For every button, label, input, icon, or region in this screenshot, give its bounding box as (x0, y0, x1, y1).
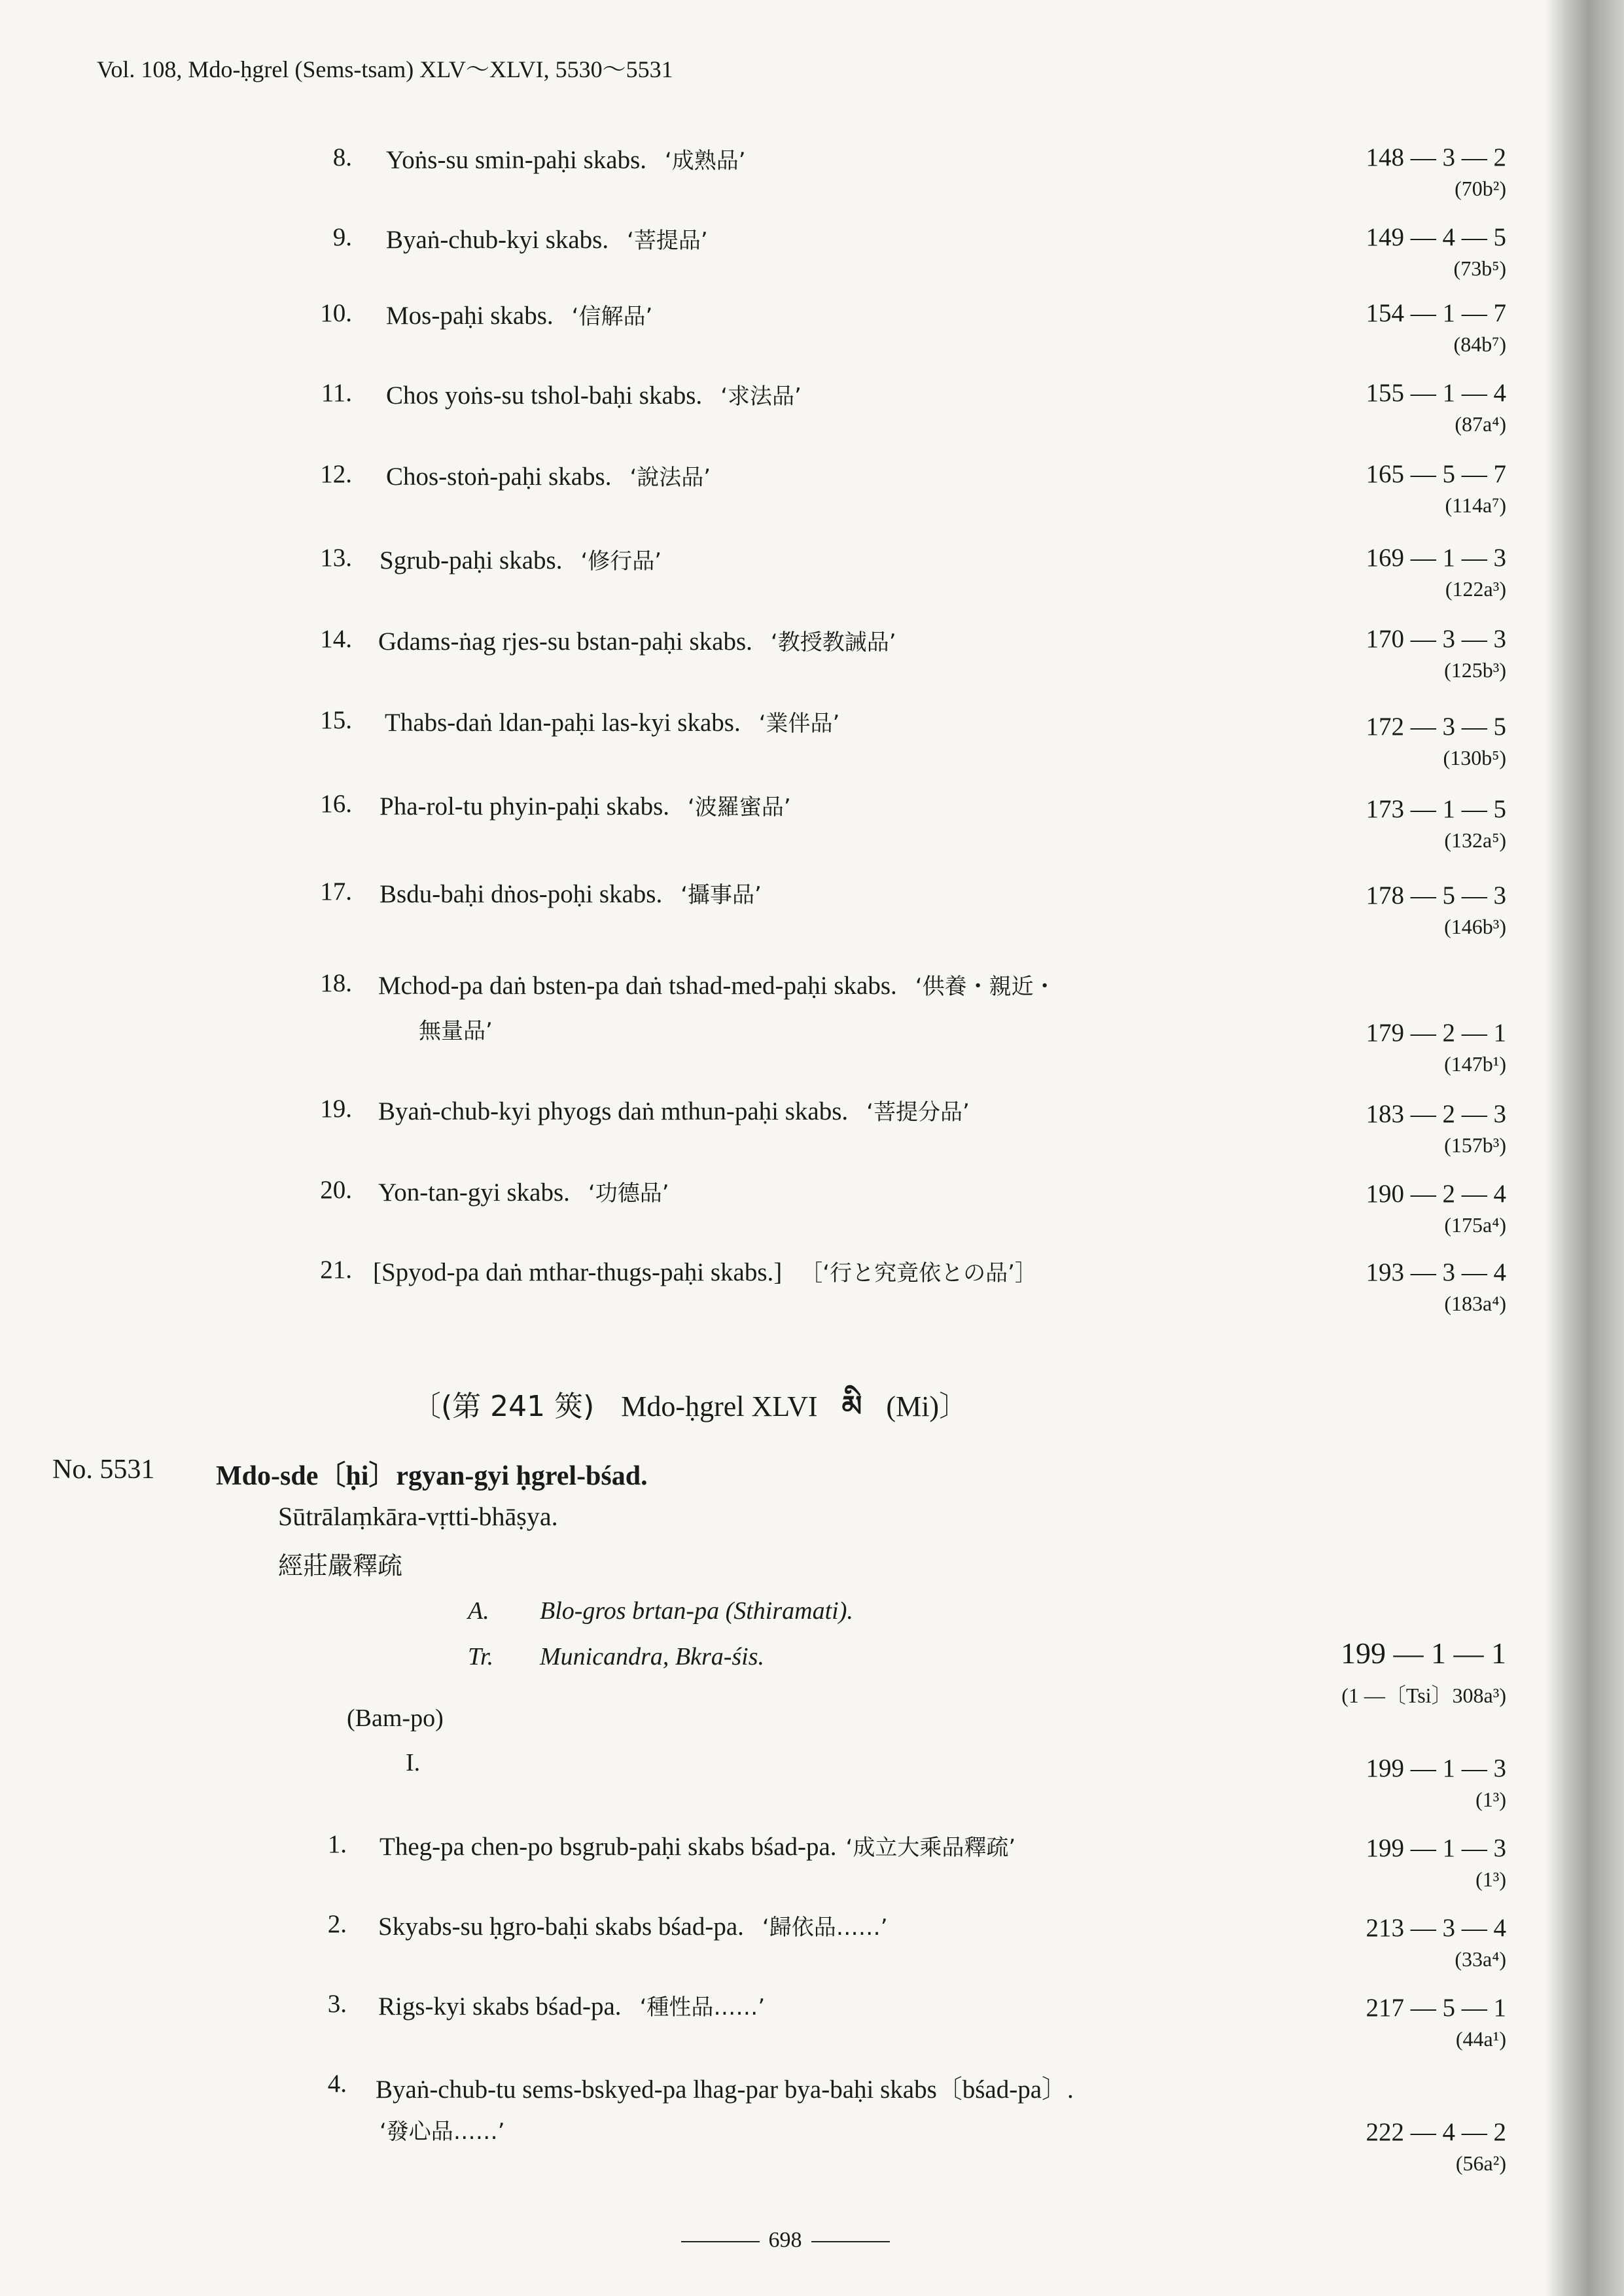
volume-heading-open: 〔(第 241 筴) (412, 1390, 595, 1423)
entry-title-text: Byaṅ-chub-kyi phyogs daṅ mthun-paḥi skabs. (378, 1097, 849, 1125)
bampo-roman: I. (406, 1749, 421, 1776)
sanskrit-title: Sūtrālaṃkāra-vṛtti-bhāṣya. (278, 1502, 558, 1531)
entry-number: 16. (320, 790, 352, 818)
entry-number: 12. (320, 460, 352, 488)
entry-reference: 193 — 3 — 4 (1366, 1258, 1506, 1286)
entry-title-text: Theg-pa chen-po bsgrub-paḥi skabs bśad-pa. (380, 1833, 837, 1861)
entry-folio: (1³) (1475, 1867, 1506, 1891)
entry-number: 3. (327, 1990, 347, 2018)
volume-heading-tibetan: མི (841, 1390, 862, 1423)
entry-reference: 149 — 4 — 5 (1366, 223, 1506, 251)
entry-title-text: Rigs-kyi skabs bśad-pa. (378, 1992, 622, 2021)
bampo-reference: 199 — 1 — 3 (1366, 1754, 1506, 1782)
entry-title (380, 543, 662, 575)
entry-title-text: Skyabs-su ḥgro-baḥi skabs bśad-pa. (378, 1913, 744, 1941)
entry-title (386, 222, 708, 255)
entry-title-text: Mchod-pa daṅ bsten-pa daṅ tshad-med-paḥi skabs. (378, 972, 897, 1000)
work-title: Mdo-sde〔ḥi〕rgyan-gyi ḥgrel-bśad. (216, 1461, 648, 1491)
entry-title (385, 705, 839, 737)
entry-japanese: ‘種性品……’ (639, 1994, 766, 2021)
entry-title-text: Chos-stoṅ-paḥi skabs. (386, 463, 612, 491)
entry-folio: (147b¹) (1444, 1052, 1506, 1076)
entry-japanese: ‘說法品’ (629, 465, 711, 491)
author-name: Blo-gros brtan-pa (Sthiramati). (540, 1597, 853, 1625)
work-number: No. 5531 (52, 1455, 155, 1485)
entry-number: 17. (320, 877, 352, 906)
entry-reference: 172 — 3 — 5 (1366, 713, 1506, 741)
entry-title-text: Chos yoṅs-su tshol-baḥi skabs. (386, 381, 703, 410)
entry-title-text: Byaṅ-chub-tu sems-bskyed-pa lhag-par bya-baḥi skabs〔bśad-pa〕. (376, 2075, 1074, 2104)
entry-title-text: Yoṅs-su smin-paḥi skabs. (386, 146, 646, 174)
entry-japanese: ［‘行と究竟依との品’］ (800, 1260, 1037, 1286)
entry-folio: (183a⁴) (1444, 1292, 1506, 1315)
entry-title-text: Mos-paḥi skabs. (386, 302, 554, 330)
entry-reference: 222 — 4 — 2 (1366, 2118, 1506, 2146)
entry-reference: 179 — 2 — 1 (1366, 1019, 1506, 1047)
entry-number: 13. (320, 544, 352, 572)
author-label: A. (468, 1597, 489, 1625)
entry-folio: (87a⁴) (1455, 412, 1506, 436)
entry-title (380, 789, 791, 821)
entry-title (378, 624, 896, 656)
running-header: Vol. 108, Mdo-ḥgrel (Sems-tsam) XLV～XLVI, 5530～5531 (97, 56, 673, 82)
translator-label: Tr. (468, 1643, 494, 1670)
entry-title (386, 143, 746, 175)
entry-title (380, 1829, 1015, 1862)
translator-name: Municandra, Bkra-śis. (540, 1643, 765, 1670)
entry-folio: (175a⁴) (1444, 1213, 1506, 1237)
work-reference: 199 — 1 — 1 (1341, 1636, 1506, 1670)
bampo-label: (Bam-po) (347, 1704, 444, 1732)
entry-folio: (33a⁴) (1455, 1947, 1506, 1971)
entry-japanese: ‘修行品’ (580, 548, 662, 574)
entry-title-text: Byaṅ-chub-kyi skabs. (386, 226, 609, 254)
footer-rule-left (681, 2241, 760, 2242)
entry-japanese-line (380, 2113, 505, 2146)
entry-reference: 169 — 1 — 3 (1366, 544, 1506, 572)
volume-heading-title: Mdo-ḥgrel XLVI (621, 1390, 818, 1422)
entry-number: 9. (332, 223, 352, 251)
entry-title (378, 1094, 970, 1126)
entry-title-text: Yon-tan-gyi skabs. (378, 1178, 570, 1207)
entry-reference: 155 — 1 — 4 (1366, 379, 1506, 407)
entry-title-text: Pha-rol-tu phyin-paḥi skabs. (380, 792, 670, 821)
entry-folio: (125b³) (1444, 658, 1506, 682)
entry-title-text: Thabs-daṅ ldan-paḥi las-kyi skabs. (385, 709, 741, 737)
entry-japanese: ‘發心品……’ (380, 2119, 505, 2145)
entry-title (373, 1255, 1037, 1287)
entry-japanese: ‘教授教誡品’ (770, 629, 896, 656)
entry-number: 8. (332, 143, 352, 171)
entry-japanese: ‘歸依品……’ (762, 1915, 888, 1941)
work-folio: (1 —〔Tsi〕308a³) (1341, 1684, 1506, 1707)
entry-title (378, 1989, 765, 2021)
entry-folio: (56a²) (1455, 2151, 1506, 2175)
author-line (468, 1597, 853, 1625)
entry-title (380, 877, 762, 909)
entry-japanese: ‘信解品’ (571, 304, 653, 330)
entry-title (386, 378, 802, 410)
entry-reference: 213 — 3 — 4 (1366, 1914, 1506, 1942)
entry-reference: 183 — 2 — 3 (1366, 1100, 1506, 1128)
entry-reference: 173 — 1 — 5 (1366, 795, 1506, 823)
entry-reference: 190 — 2 — 4 (1366, 1180, 1506, 1208)
bampo-folio: (1³) (1475, 1788, 1506, 1811)
translator-line (468, 1642, 764, 1671)
entry-japanese: ‘功德品’ (588, 1180, 669, 1207)
entry-number: 2. (327, 1910, 347, 1938)
entry-title (378, 1175, 669, 1207)
entry-number: 11. (321, 379, 352, 407)
entry-number: 1. (327, 1830, 347, 1858)
entry-japanese: ‘成立大乘品釋疏’ (845, 1835, 1016, 1861)
chinese-title: 經莊嚴釋疏 (278, 1551, 403, 1580)
entry-number: 4. (327, 2070, 347, 2098)
entry-japanese-cont-text: 無量品’ (419, 1018, 493, 1044)
entry-folio: (114a⁷) (1445, 493, 1506, 517)
entry-japanese: ‘攝事品’ (680, 882, 762, 908)
entry-folio: (122a³) (1445, 577, 1506, 601)
page-footer (0, 2228, 1570, 2253)
entry-number: 18. (320, 969, 352, 997)
entry-folio: (146b³) (1444, 915, 1506, 938)
entry-title (386, 298, 652, 330)
entry-reference: 165 — 5 — 7 (1366, 460, 1506, 488)
entry-japanese: ‘菩提分品’ (866, 1099, 970, 1125)
entry-japanese: ‘求法品’ (720, 383, 802, 410)
volume-heading-close: (Mi)〕 (886, 1390, 968, 1422)
entry-number: 14. (320, 625, 352, 653)
entry-japanese: ‘成熟品’ (665, 148, 746, 174)
entry-japanese-continued (419, 1013, 493, 1045)
entry-title-text: Bsdu-baḥi dṅos-poḥi skabs. (380, 880, 663, 908)
entry-number: 21. (320, 1256, 352, 1284)
entry-folio: (130b⁵) (1443, 746, 1506, 769)
entry-title-text: Gdams-ṅag rjes-su bstan-paḥi skabs. (378, 627, 752, 656)
entry-folio: (84b⁷) (1453, 332, 1506, 356)
entry-reference: 170 — 3 — 3 (1366, 625, 1506, 653)
entry-title (378, 968, 1056, 1000)
entry-reference: 178 — 5 — 3 (1366, 881, 1506, 910)
entry-title-text: Sgrub-paḥi skabs. (380, 546, 563, 574)
entry-title (378, 1909, 888, 1941)
entry-folio: (132a⁵) (1444, 828, 1506, 852)
entry-reference: 148 — 3 — 2 (1366, 143, 1506, 171)
entry-number: 20. (320, 1176, 352, 1204)
entry-reference: 217 — 5 — 1 (1366, 1994, 1506, 2022)
entry-folio: (73b⁵) (1453, 256, 1506, 280)
entry-reference: 199 — 1 — 3 (1366, 1834, 1506, 1862)
entry-number: 15. (320, 706, 352, 734)
entry-folio: (70b²) (1455, 177, 1506, 200)
entry-number: 10. (320, 299, 352, 327)
entry-folio: (157b³) (1444, 1133, 1506, 1157)
entry-japanese: ‘波羅蜜品’ (688, 794, 791, 821)
volume-heading (412, 1374, 968, 1455)
footer-rule-right (811, 2241, 890, 2242)
entry-japanese: ‘供養・親近・ (915, 974, 1056, 1000)
entry-folio: (44a¹) (1455, 2027, 1506, 2051)
page-edge-shadow (1545, 0, 1624, 2296)
entry-number: 19. (320, 1095, 352, 1123)
entry-reference: 154 — 1 — 7 (1366, 299, 1506, 327)
entry-japanese: ‘菩提品’ (627, 228, 708, 254)
page-number: 698 (768, 2228, 802, 2252)
entry-title-text: [Spyod-pa daṅ mthar-thugs-paḥi skabs.] (373, 1258, 783, 1286)
entry-title (386, 459, 711, 491)
entry-japanese: ‘業伴品’ (758, 711, 840, 737)
